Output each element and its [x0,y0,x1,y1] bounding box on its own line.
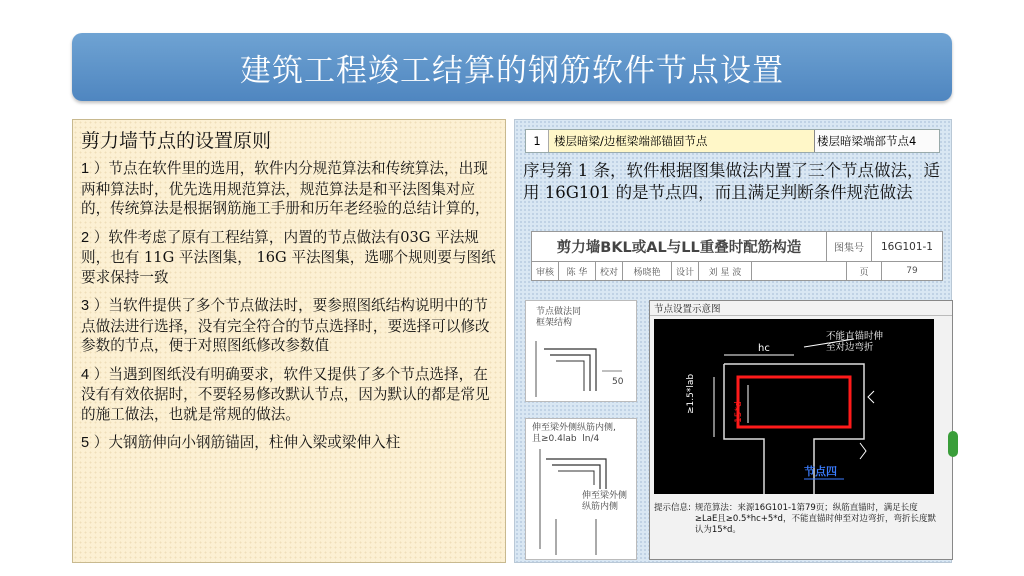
node-setting-row[interactable] [525,129,940,153]
principle-number: 4 [81,366,90,383]
principle-number: 2 [81,229,90,246]
principle-5 [81,433,497,454]
sketch-drawing [526,419,636,559]
atlas-cell: 陈 华 [559,262,596,280]
diagram-canvas [654,319,934,494]
sketch-caption: 节点做法同 框架结构 [536,307,582,328]
principle-text: ）节点在软件里的选用，软件内分规范算法和传统算法，出现两种算法时，优先选用规范算法，规范算法是和平法图集对应的，传统算法是根据钢筋施工手册和历年老经验的总结计算的， [81,160,490,217]
node-row-index: 1 [526,130,549,152]
sketch-anchor-node [525,418,637,560]
atlas-cell: 杨晓艳 [623,262,672,280]
slide-title-bar [72,33,952,101]
diagram-header: 节点设置示意图 [650,301,952,316]
principle-1 [81,159,497,219]
dim-inner: 15*d [734,401,744,423]
rebar-red [738,377,850,427]
diagram-info [654,503,936,536]
node-diagram-window [649,300,953,560]
atlas-title-block [531,231,943,281]
panel-heading: 剪力墙节点的设置原则 [81,130,272,152]
principle-4 [81,365,497,425]
scroll-handle[interactable] [948,431,958,457]
dim-hc: hc [758,343,770,354]
atlas-signature [752,262,847,280]
principle-3 [81,296,497,356]
node-description: 序号第 1 条，软件根据图集做法内置了三个节点做法，适用 16G101 的是节点四，而且满足判断条件规范做法 [523,161,940,202]
principle-number: 5 [81,435,90,451]
atlas-key-label: 图集号 [826,232,871,261]
diagram-note-line: 不能直锚时伸 [826,331,884,342]
sketch-frame-node [525,300,637,402]
principle-text: ）当软件提供了多个节点做法时，要参照图纸结构说明中的节点做法进行选择，没有完全符合的节点选择时，要选择可以修改参数的节点，便于对照图纸修改参数值 [81,297,490,354]
atlas-cell: 79 [906,266,918,276]
sketch-note: 伸至梁外侧 纵筋内侧 [582,491,628,512]
principles-panel [72,119,506,563]
principle-text: ）当遇到图纸没有明确要求，软件又提供了多个节点选择，在没有有效依据时，不要轻易修改默认节点，因为默认的都是常见的施工做法，也就是常规的做法。 [81,365,490,423]
principle-number: 3 [81,298,90,314]
node-label: 节点四 [804,465,837,478]
node-row-name: 楼层暗梁/边框梁端部锚固节点 [549,130,814,152]
info-label: 提示信息: [654,503,691,513]
software-screenshot-panel [514,119,952,563]
diagram-note [826,331,883,353]
principle-text: ）大钢筋伸向小钢筋锚固，柱伸入梁或梁伸入柱 [93,434,401,451]
info-text: 规范算法：来源16G101-1第79页；纵筋直锚时，满足长度≥LaE且≥0.5*hc+5*d，不能直锚时伸至对边弯折，弯折长度默认为15*d。 [694,503,936,535]
dim-left: ≥1.5*lab [686,373,696,414]
slide-title: 建筑工程竣工结算的钢筋软件节点设置 [240,52,784,89]
principle-text: ）软件考虑了原有工程结算，内置的节点做法有03G 平法规则，也有 11G 平法图集， 16G 平法图集，选哪个规则要与图纸要求保持一致 [81,228,496,286]
atlas-title: 剪力墙BKL或AL与LL重叠时配筋构造 [556,240,802,256]
principle-2 [81,228,497,288]
diagram-note-line: 至对边弯折 [826,342,874,353]
atlas-cell: 审核 [532,262,559,280]
atlas-cell: 校对 [596,262,623,280]
node-row-value[interactable]: 楼层暗梁端部节点4 [814,130,939,152]
sketch-caption: 伸至梁外侧纵筋内侧, 且≥0.4lab ln/4 [532,423,616,444]
atlas-cell: 页 [847,262,882,280]
node-drawing [654,319,934,494]
principle-number: 1 [81,161,90,177]
atlas-cell: 刘 星 波 [699,262,752,280]
sketch-dimension: 50 [612,377,624,387]
atlas-cell: 设计 [672,262,699,280]
atlas-key-value: 16G101-1 [871,232,942,261]
